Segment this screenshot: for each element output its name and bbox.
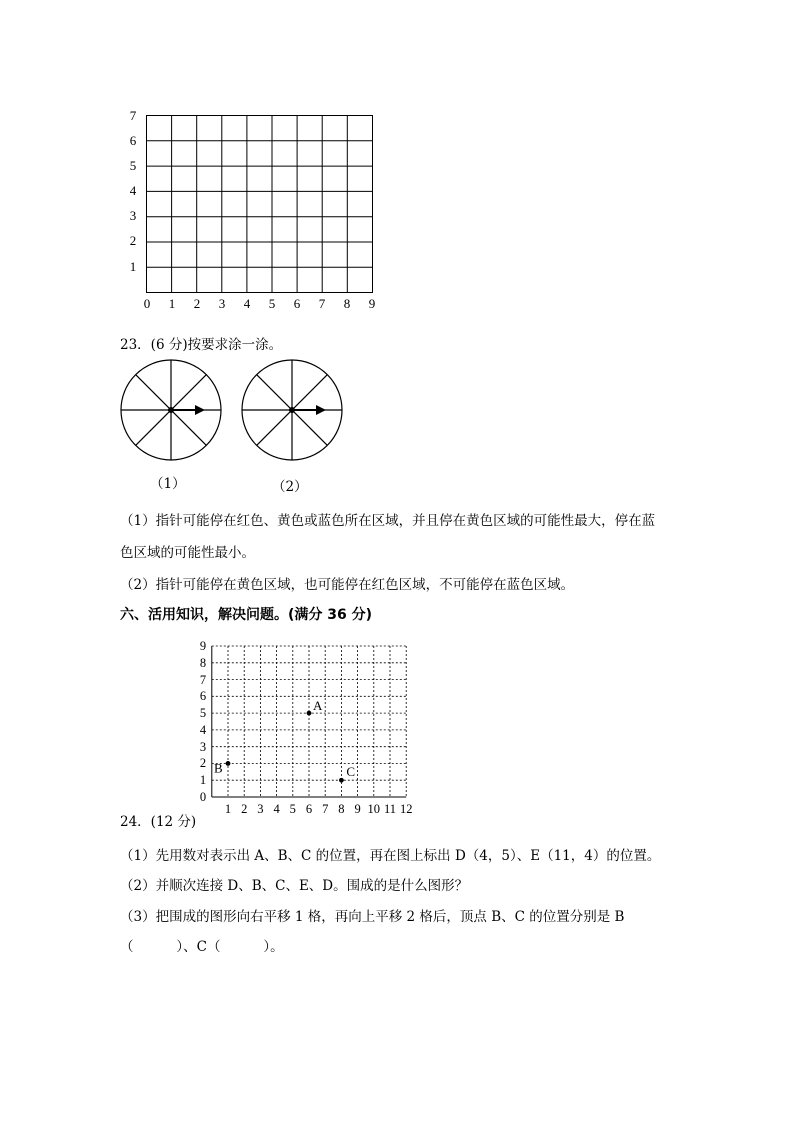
grid1-xtick: 9 xyxy=(368,296,376,311)
grid2-xtick: 3 xyxy=(257,802,264,816)
coordinate-grid-2 xyxy=(195,636,420,818)
coordinate-grid-1 xyxy=(120,105,390,320)
grid1-xtick: 0 xyxy=(143,296,151,311)
grid2-xtick: 6 xyxy=(305,802,313,816)
section-6-heading: 六、活用知识，解决问题。(满分 36 分) xyxy=(120,607,373,623)
grid1-xtick: 8 xyxy=(343,296,351,311)
grid2-ytick: 2 xyxy=(199,756,207,770)
grid2-xtick: 11 xyxy=(383,802,397,816)
grid2-xtick: 8 xyxy=(338,802,345,816)
point-label-b: B xyxy=(214,760,223,776)
grid1-xtick: 6 xyxy=(293,296,301,311)
grid2-ytick: 1 xyxy=(199,773,207,787)
grid1-ytick: 2 xyxy=(129,233,137,248)
grid1-ytick: 7 xyxy=(129,108,137,123)
grid2-ytick: 6 xyxy=(199,689,207,703)
q23-title: 23．(6 分)按要求涂一涂。 xyxy=(120,337,283,353)
grid1-ytick: 3 xyxy=(129,208,137,223)
grid1-xtick: 2 xyxy=(193,296,201,311)
q24-line1: （1）先用数对表示出 A、B、C 的位置，再在图上标出 D（4，5）、E（11，4）的位置。 xyxy=(120,848,661,864)
grid1-ytick: 4 xyxy=(129,183,137,198)
q23-line2: （2）指针可能停在黄色区域，也可能停在红色区域，不可能停在蓝色区域。 xyxy=(120,577,575,593)
q24-line3a: （3）把围成的图形向右平移 1 格，再向上平移 2 格后，顶点 B、C 的位置分别是 B xyxy=(120,909,625,925)
grid2-xtick: 12 xyxy=(399,802,413,816)
q23-line1a: （1）指针可能停在红色、黄色或蓝色所在区域，并且停在黄色区域的可能性最大，停在蓝 xyxy=(120,513,656,529)
grid2-xtick: 10 xyxy=(367,802,381,816)
point-a xyxy=(307,711,312,716)
grid2-ytick: 4 xyxy=(199,723,207,737)
q23-line1b: 色区域的可能性最小。 xyxy=(120,545,255,561)
grid1-xtick: 7 xyxy=(318,296,326,311)
spinner-1-label: （1） xyxy=(150,476,186,492)
grid1-ytick: 6 xyxy=(129,133,137,148)
grid2-xtick: 7 xyxy=(322,802,329,816)
grid2-xtick: 4 xyxy=(273,802,280,816)
grid1-ytick: 1 xyxy=(129,259,137,274)
grid2-xtick: 9 xyxy=(354,802,361,816)
grid2-points xyxy=(214,698,355,783)
grid1-xtick: 5 xyxy=(268,296,276,311)
point-label-c: C xyxy=(346,764,356,780)
grid2-ytick: 5 xyxy=(199,706,207,720)
grid1-xtick: 4 xyxy=(243,296,251,311)
grid2-ytick: 7 xyxy=(199,673,207,687)
grid1-xtick: 3 xyxy=(218,296,226,311)
spinner-2 xyxy=(236,355,348,467)
grid1-ytick: 5 xyxy=(129,158,137,173)
q24-line3b: （ ）、C（ ）。 xyxy=(120,939,284,955)
grid2-dashed-lines xyxy=(212,646,406,797)
grid1-xtick: 1 xyxy=(168,296,176,311)
point-c xyxy=(339,778,344,783)
grid2-ytick: 8 xyxy=(199,656,207,670)
spinner-1 xyxy=(115,355,227,467)
grid1-lines xyxy=(147,116,373,293)
arrowhead-icon xyxy=(195,405,205,415)
q24-line2: （2）并顺次连接 D、B、C、E、D。围成的是什么图形？ xyxy=(120,878,469,894)
point-label-a: A xyxy=(313,698,323,714)
grid2-xtick: 5 xyxy=(289,802,296,816)
grid2-ytick: 3 xyxy=(199,740,207,754)
grid2-ytick: 0 xyxy=(199,790,207,804)
grid2-ytick: 9 xyxy=(199,639,207,653)
spinner-2-label: （2） xyxy=(272,479,308,495)
grid2-xtick: 1 xyxy=(224,802,232,816)
q24-title: 24．(12 分) xyxy=(120,814,197,830)
grid2-xtick: 2 xyxy=(241,802,248,816)
point-b xyxy=(226,761,231,766)
arrowhead-icon xyxy=(316,405,326,415)
